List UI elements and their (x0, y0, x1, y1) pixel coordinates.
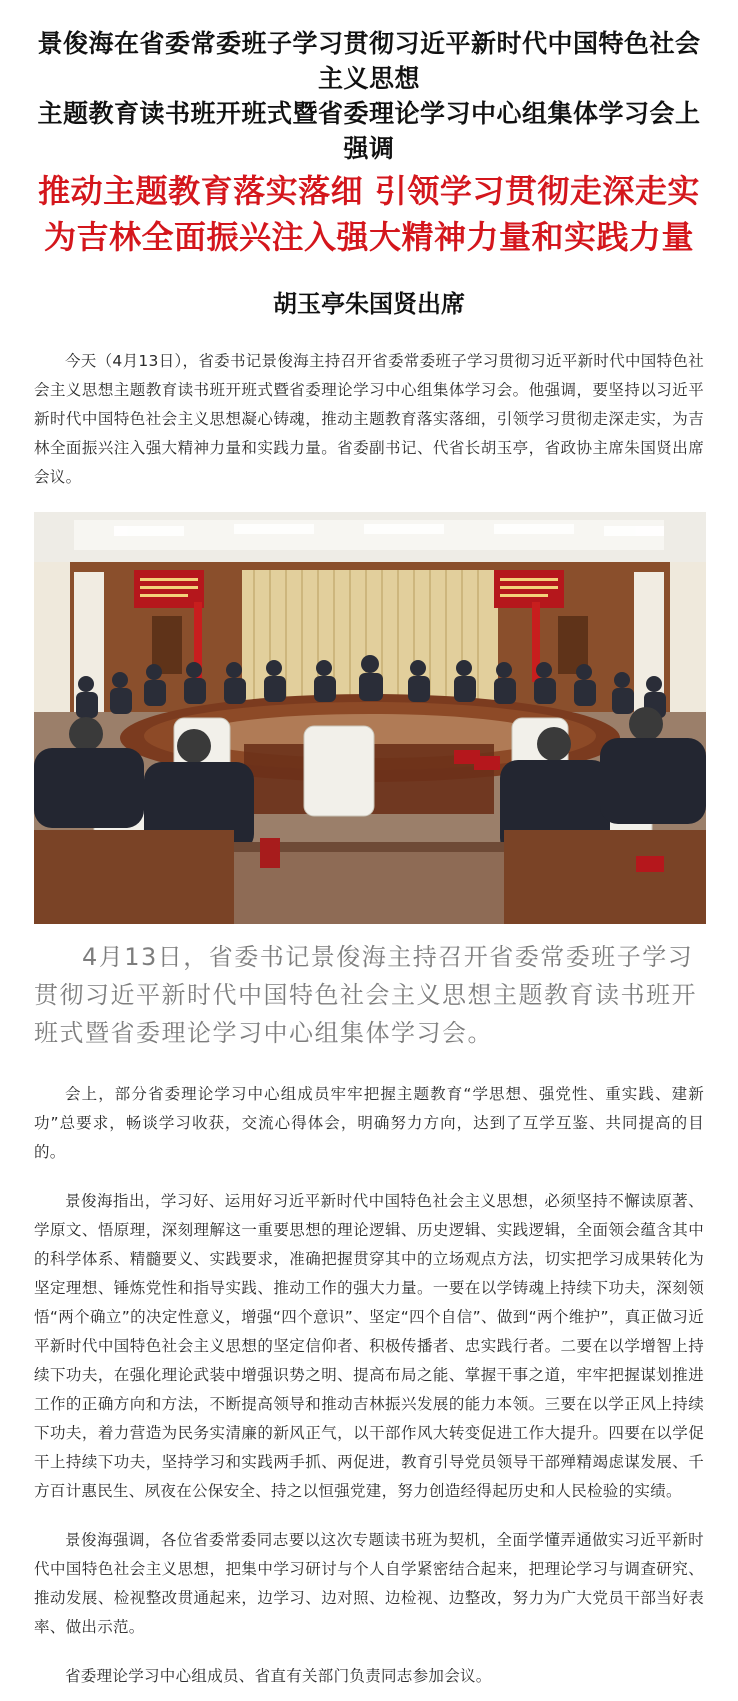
headline-red-2: 为吉林全面振兴注入强大精神力量和实践力量 (43, 218, 694, 256)
headline-red-1: 推动主题教育落实落细 引领学习贯彻走深走实 (38, 172, 700, 210)
byline: 胡玉亭朱国贤出席 (273, 289, 465, 318)
paragraph-4: 景俊海强调，各位省委常委同志要以这次专题读书班为契机，全面学懂弄通做实习近平新时代中国特色社会主义思想，把集中学习研讨与个人自学紧密结合起来，把理论学习与调查研究、推动发展、检视整改贯通起来，边学习、边对照、边检视、边整改，努力为广大党员干部当好表率、做出示范。 (34, 1531, 704, 1636)
meeting-photo (34, 512, 706, 924)
paragraph-intro: 今天（4月13日），省委书记景俊海主持召开省委常委班子学习贯彻习近平新时代中国特色社会主义思想主题教育读书班开班式暨省委理论学习中心组集体学习会。他强调，要坚持以习近平新时代中国特色社会主义思想凝心铸魂，推动主题教育落实落细，引领学习贯彻走深走实，为吉林全面振兴注入强大精神力量和实践力量。省委副书记、代省长胡玉亭，省政协主席朱国贤出席会议。 (34, 352, 704, 486)
headline-line-1: 景俊海在省委常委班子学习贯彻习近平新时代中国特色社会主义思想 (37, 29, 701, 93)
paragraph-5: 省委理论学习中心组成员、省直有关部门负责同志参加会议。 (65, 1667, 492, 1685)
paragraph-2: 会上，部分省委理论学习中心组成员牢牢把握主题教育“学思想、强党性、重实践、建新功”总要求，畅谈学习收获，交流心得体会，明确努力方向，达到了互学互鉴、共同提高的目的。 (34, 1085, 704, 1161)
paragraph-3: 景俊海指出，学习好、运用好习近平新时代中国特色社会主义思想，必须坚持不懈读原著、学原文、悟原理，深刻理解这一重要思想的理论逻辑、历史逻辑、实践逻辑，全面领会蕴含其中的科学体系、精髓要义、实践要求，准确把握贯穿其中的立场观点方法，切实把学习成果转化为坚定理想、锤炼党性和指导实践、推动工作的强大力量。一要在以学铸魂上持续下功夫，深刻领悟“两个确立”的决定性意义，增强“四个意识”、坚定“四个自信”、做到“两个维护”，真正做习近平新时代中国特色社会主义思想的坚定信仰者、积极传播者、忠实践行者。二要在以学增智上持续下功夫，在强化理论武装中增强识势之明、提高布局之能、掌握干事之道，牢牢把握谋划推进工作的正确方向和方法，不断提高领导和推动吉林振兴发展的能力本领。三要在以学正风上持续下功夫，着力营造为民务实清廉的新风正气，以干部作风大转变促进工作大提升。四要在以学促干上持续下功夫，坚持学习和实践两手抓、两促进，教育引导党员领导干部殚精竭虑谋发展、千方百计惠民生、夙夜在公保安全、持之以恒强党建，努力创造经得起历史和人民检验的实绩。 (34, 1192, 704, 1500)
headline-line-2: 主题教育读书班开班式暨省委理论学习中心组集体学习会上强调 (37, 99, 701, 163)
photo-caption: 4月13日，省委书记景俊海主持召开省委常委班子学习贯彻习近平新时代中国特色社会主义思想主题教育读书班开班式暨省委理论学习中心组集体学习会。 (34, 943, 697, 1047)
